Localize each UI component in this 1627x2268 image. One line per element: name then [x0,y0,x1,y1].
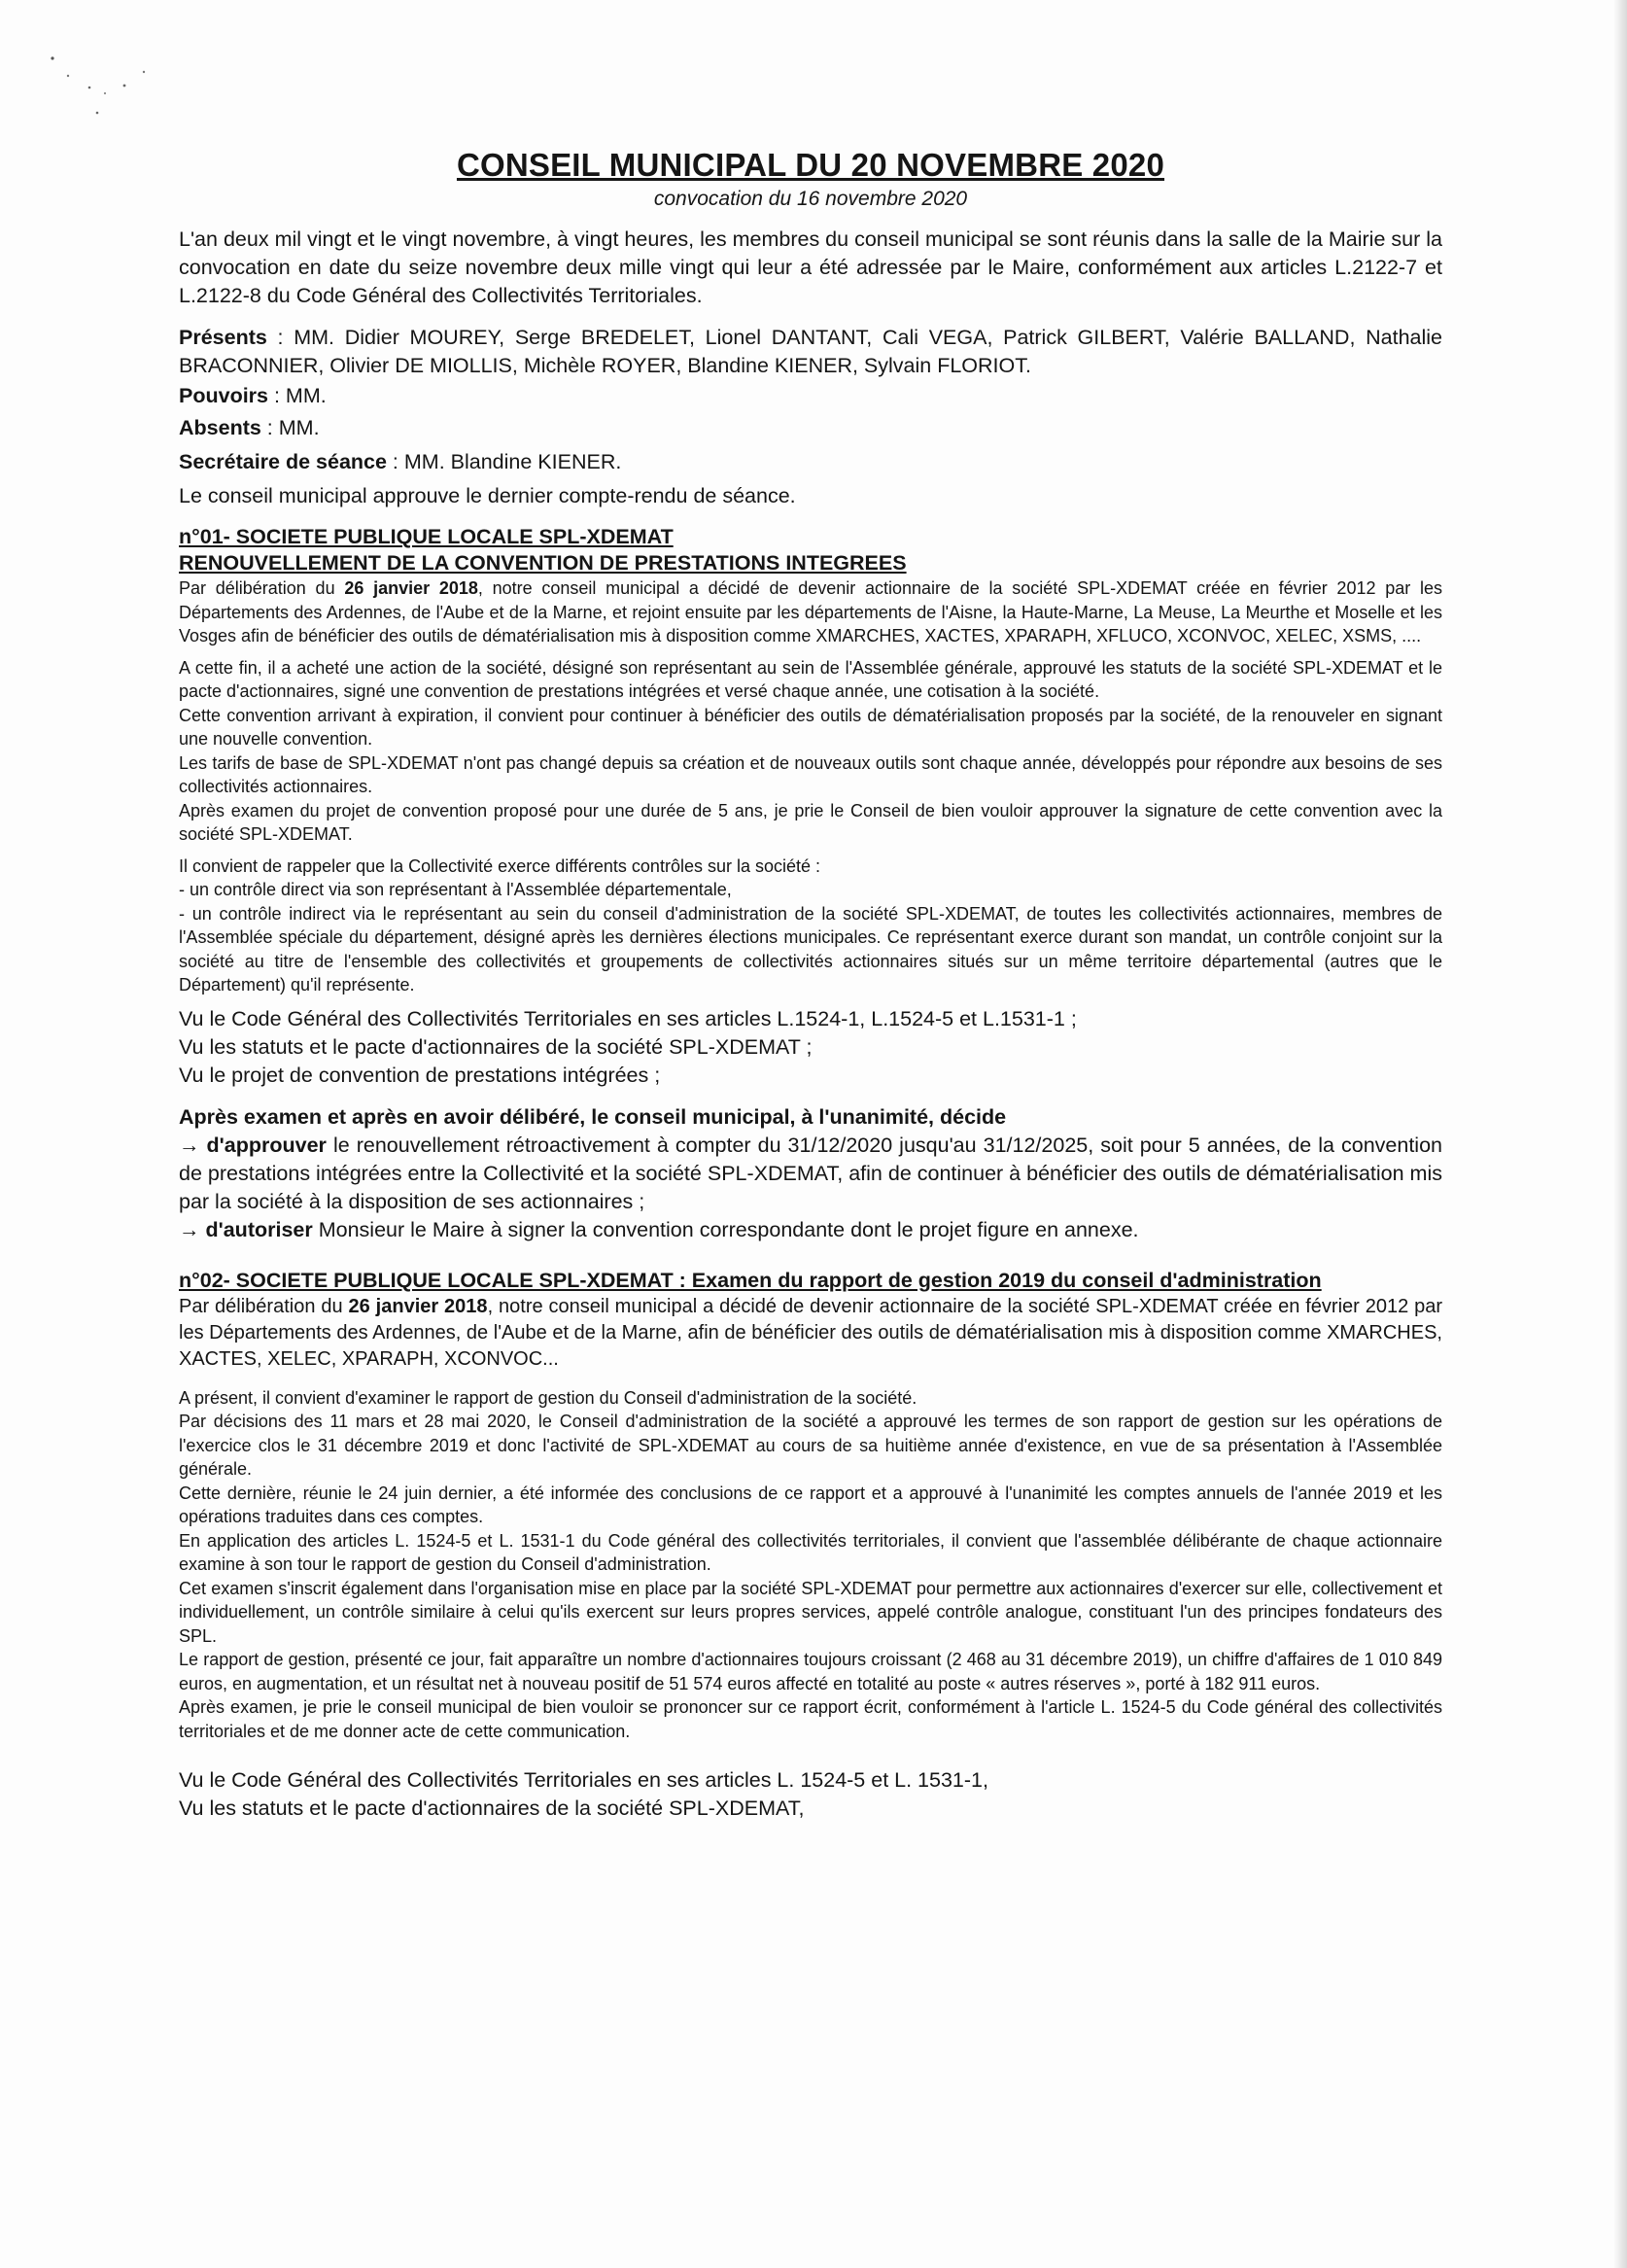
decision-2-text: Monsieur le Maire à signer la convention correspondante dont le projet figure en annexe. [312,1217,1139,1241]
section2-paragraph-7: Le rapport de gestion, présenté ce jour, fait apparaître un nombre d'actionnaires toujours croissant (2 468 au 31 décembre 2019), un chiffre d'affaires de 1 010 849 euros, en augmentation, et un résultat net à nouveau positif de 51 574 euros affecté en totalité au poste « autres réserves », porté à 182 911 euros. [179,1650,1442,1693]
section2-heading: n°02- SOCIETE PUBLIQUE LOCALE SPL-XDEMAT : Examen du rapport de gestion 2019 du conseil d'administration [179,1268,1322,1292]
section2-p1-start: Par délibération du [179,1295,349,1317]
section1-paragraph-6: Il convient de rappeler que la Collectivité exerce différents contrôles sur la société : [179,855,821,876]
page-subtitle: convocation du 16 novembre 2020 [653,188,968,210]
section2-paragraph-3: Par décisions des 11 mars et 28 mai 2020, le Conseil d'administration de la société a approuvé les termes de son rapport de gestion sur les opérations de l'exercice clos le 31 décembre 2019 et donc l'activité de SPL-XDEMAT au cours de sa huitième année d'existence, en vue de sa présentation à l'Assemblée générale. [179,1412,1442,1479]
pouvoirs-text: : MM. [268,384,327,407]
decision-2-label: d'autoriser [205,1217,313,1241]
section1-p1-end: , notre conseil municipal a décidé de devenir actionnaire de la société SPL-XDEMAT créée en février 2012 par les Départements des Ardennes, de l'Aube et de la Marne, et rejoint ensuite par les départements de l'Aisne, la Haute-Marne, La Meuse, La Meurthe et Moselle et les Vosges afin de bénéficier des outils de dématérialisation mis à disposition comme XMARCHES, XACTES, XPARAPH, XFLUCO, XCONVOC, XELEC, XSMS, .... [179,578,1442,646]
arrow-right-icon: → [179,1217,200,1241]
pouvoirs-label: Pouvoirs [179,384,268,407]
section1-paragraph-4: Les tarifs de base de SPL-XDEMAT n'ont pas changé depuis sa création et de nouveaux outils sont chaque année, développés pour répondre aux besoins de ses collectivités actionnaires. [179,752,1442,796]
presents-line [179,324,1442,380]
section1-decision-2 [179,1216,1442,1244]
decision-1-label: d'approuver [206,1133,327,1157]
document-body [179,146,1442,1823]
decision-1-text: le renouvellement rétroactivement à compter du 31/12/2020 jusqu'au 31/12/2025, soit pour 5 années, de la convention de prestations intégrées entre la Collectivité et la société SPL-XDEMAT, afin de continuer à bénéficier des outils de dématérialisation mis par la société à la disposition de ses actionnaires ; [179,1133,1442,1213]
absents-label: Absents [179,416,261,439]
secretaire-label: Secrétaire de séance [179,450,387,473]
section2-p1-date: 26 janvier 2018 [348,1295,488,1317]
scan-speckles [47,51,163,128]
intro-paragraph: L'an deux mil vingt et le vingt novembre, à vingt heures, les membres du conseil municipal se sont réunis dans la salle de la Mairie sur la convocation en date du seize novembre deux mille vingt qui leur a été adressée par le Maire, conformément aux articles L.2122-7 et L.2122-8 du Code Général des Collectivités Territoriales. [179,227,1442,307]
pouvoirs-line [179,382,1442,410]
section1-p1-start: Par délibération du [179,578,345,598]
absents-text: : MM. [260,416,320,439]
section2-paragraph-8: Après examen, je prie le conseil municipal de bien vouloir se prononcer sur ce rapport écrit, conformément à l'article L. 1524-5 du Code général des collectivités territoriales et de me donner acte de cette communication. [179,1697,1442,1741]
section2-vu-1: Vu le Code Général des Collectivités Territoriales en ses articles L. 1524-5 et L. 1531-1, [179,1768,988,1792]
page-edge-shadow [1613,0,1627,2268]
approval-line: Le conseil municipal approuve le dernier compte-rendu de séance. [179,484,796,507]
page-title: CONSEIL MUNICIPAL DU 20 NOVEMBRE 2020 [456,147,1165,183]
absents-line [179,414,1442,442]
section1-paragraph-2: A cette fin, il a acheté une action de la société, désigné son représentant au sein de l'Assemblée générale, approuvé les statuts de la société SPL-XDEMAT et le pacte d'actionnaires, signé une convention de prestations intégrées et versé chaque année, une cotisation à la société. [179,657,1442,701]
presents-label: Présents [179,326,267,349]
section2-paragraph-5: En application des articles L. 1524-5 et L. 1531-1 du Code général des collectivités territoriales, il convient que l'assemblée délibérante de chaque actionnaire examine à son tour le rapport de gestion du Conseil d'administration. [179,1530,1442,1574]
section1-paragraph-1 [179,576,1442,648]
section1-vu-1: Vu le Code Général des Collectivités Territoriales en ses articles L.1524-1, L.1524-5 et L.1531-1 ; [179,1006,1077,1030]
secretaire-text: : MM. Blandine KIENER. [386,450,622,473]
section1-heading-line1: n°01- SOCIETE PUBLIQUE LOCALE SPL-XDEMAT [179,525,674,548]
presents-text: : MM. Didier MOUREY, Serge BREDELET, Lionel DANTANT, Cali VEGA, Patrick GILBERT, Valérie BALLAND, Nathalie BRACONNIER, Olivier DE MIOLLIS, Michèle ROYER, Blandine KIENER, Sylvain FLORIOT. [179,326,1442,377]
section2-paragraph-1 [179,1294,1442,1373]
section1-paragraph-3: Cette convention arrivant à expiration, il convient pour continuer à bénéficier des outils de dématérialisation proposés par la société, de la renouveler en signant une nouvelle convention. [179,705,1442,749]
section1-paragraph-8: - un contrôle indirect via le représentant au sein du conseil d'administration de la société SPL-XDEMAT, de toutes les collectivités actionnaires, membres de l'Assemblée spéciale du département, désigné après les dernières élections municipales. Ce représentant exerce durant son mandat, un contrôle conjoint sur la société au titre de l'ensemble des collectivités et groupements de collectivités actionnaires situés sur un même territoire départemental (autres que le Département) qu'il représente. [179,903,1442,994]
section2-vu-2: Vu les statuts et le pacte d'actionnaires de la société SPL-XDEMAT, [179,1797,805,1820]
section1-decision-1 [179,1132,1442,1216]
section2-paragraph-2: A présent, il convient d'examiner le rapport de gestion du Conseil d'administration de la société. [179,1387,917,1408]
arrow-right-icon: → [179,1133,200,1157]
section2-paragraph-6: Cet examen s'inscrit également dans l'organisation mise en place par la société SPL-XDEMAT pour permettre aux actionnaires d'exercer sur elle, collectivement et individuellement, un contrôle similaire à celui qu'ils exercent sur leurs propres services, appelé contrôle analogue, constituant l'un des principes fondateurs des SPL. [179,1578,1442,1646]
section1-vu-2: Vu les statuts et le pacte d'actionnaires de la société SPL-XDEMAT ; [179,1034,813,1059]
section2-paragraph-4: Cette dernière, réunie le 24 juin dernier, a été informée des conclusions de ce rapport et a approuvé à l'unanimité les comptes annuels de l'année 2019 et les opérations traduites dans ces comptes. [179,1483,1442,1526]
secretaire-line [179,448,1442,476]
section1-vu-3: Vu le projet de convention de prestations intégrées ; [179,1063,661,1087]
section1-heading-line2: RENOUVELLEMENT DE LA CONVENTION DE PRESTATIONS INTEGREES [179,551,907,575]
section1-p1-date: 26 janvier 2018 [344,578,478,598]
section2-p1-end: , notre conseil municipal a décidé de devenir actionnaire de la société SPL-XDEMAT créée en février 2012 par les Départements des Ardennes, de l'Aube et de la Marne, afin de bénéficier des outils de dématérialisation mis à disposition comme XMARCHES, XACTES, XELEC, XPARAPH, XCONVOC... [179,1295,1443,1370]
section1-paragraph-7: - un contrôle direct via son représentant à l'Assemblée départementale, [179,880,732,899]
section1-decision-heading: Après examen et après en avoir délibéré, le conseil municipal, à l'unanimité, décide [179,1104,1007,1129]
section1-paragraph-5: Après examen du projet de convention proposé pour une durée de 5 ans, je prie le Conseil de bien vouloir approuver la signature de cette convention avec la société SPL-XDEMAT. [179,800,1442,844]
